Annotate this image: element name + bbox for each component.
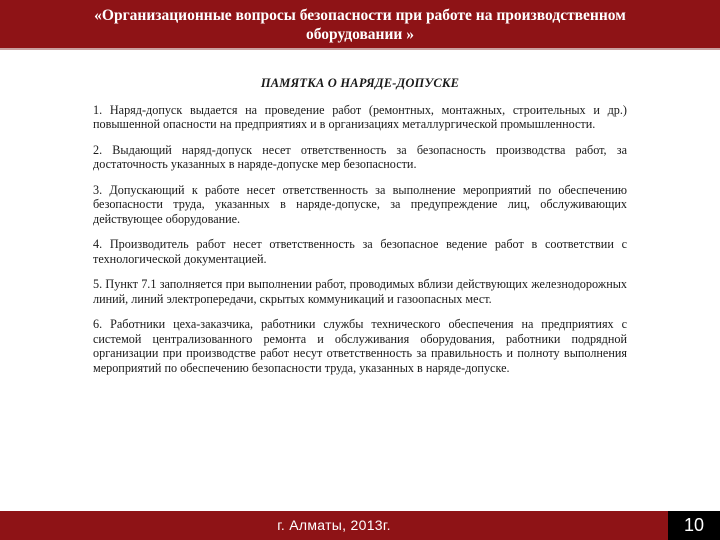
header-divider [0,48,720,50]
memo-item-5: 5. Пункт 7.1 заполняется при выполнении работ, проводимых вблизи действующих железнодорожных линий, линий электропередачи, скрытых коммуникаций и газоопасных мест. [93,277,627,306]
footer-city-year: г. Алматы, 2013г. [277,517,391,533]
memo-item-3: 3. Допускающий к работе несет ответственность за выполнение мероприятий по обеспечению безопасности труда, указанных в наряде-допуске, за предупреждение лиц, обслуживающих действующее оборудование. [93,182,627,226]
memo-item-6: 6. Работники цеха-заказчика, работники службы технического обеспечения на предприятиях с системой централизованного ремонта и обслуживания оборудования, работники подрядной организации при производстве работ несут ответственность за правильность и полноту выполнения мероприятий по обеспечению безопасности труда, указанных в наряде-допуске. [93,317,627,375]
memo-item-2: 2. Выдающий наряд-допуск несет ответственность за безопасность производства работ, за достаточность указанных в наряде-допуске мер безопасности. [93,142,627,171]
slide-header [0,0,720,48]
header-title-line-2: оборудовании » [306,26,414,43]
slide-footer [0,511,720,540]
memo-item-4: 4. Производитель работ несет ответственность за безопасное ведение работ в соответствии с технологической документацией. [93,237,627,266]
memo-title: ПАМЯТКА О НАРЯДЕ-ДОПУСКЕ [260,76,460,90]
memo-item-1: 1. Наряд-допуск выдается на проведение работ (ремонтных, монтажных, строительных и др.) повышенной опасности на предприятиях и в организациях металлургической промышленности. [93,102,627,131]
page-number: 10 [668,511,720,540]
memo-document [93,76,627,386]
header-title-line-1: «Организационные вопросы безопасности при работе на производственном [94,7,626,24]
